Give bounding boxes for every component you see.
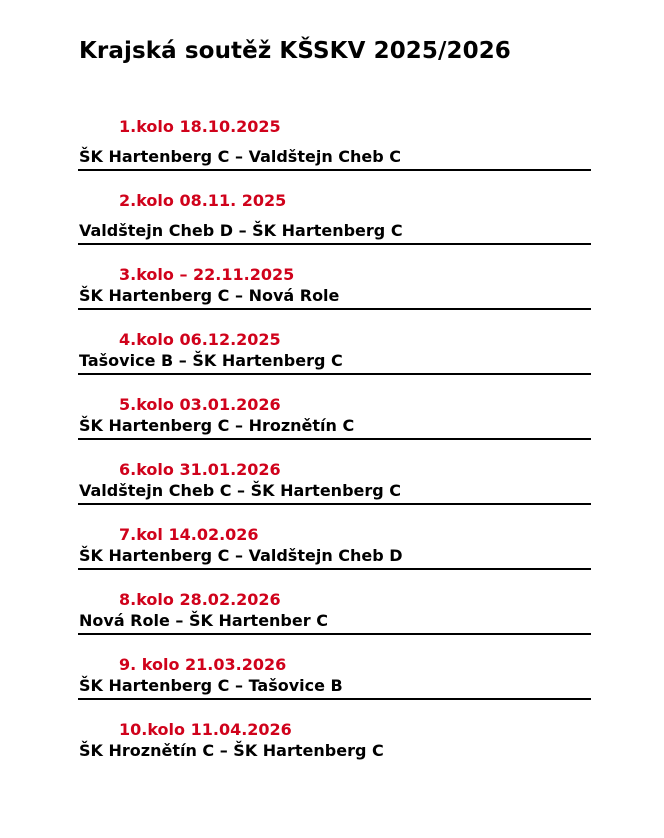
round-2 [78, 192, 591, 245]
round-6 [78, 461, 591, 505]
round-date: 2.kolo 08.11. 2025 [119, 191, 287, 210]
round-10 [78, 721, 591, 760]
round-3 [78, 266, 591, 310]
round-divider [78, 308, 591, 310]
round-1 [78, 118, 591, 171]
round-divider [78, 633, 591, 635]
round-match: ŠK Hartenberg C – Tašovice B [79, 676, 343, 695]
round-date: 3.kolo – 22.11.2025 [119, 265, 295, 284]
round-5 [78, 396, 591, 440]
round-match: ŠK Hartenberg C – Nová Role [79, 286, 340, 305]
round-match: Nová Role – ŠK Hartenber C [79, 611, 328, 630]
round-9 [78, 656, 591, 700]
round-date: 8.kolo 28.02.2026 [119, 590, 281, 609]
round-match: ŠK Hartenberg C – Valdštejn Cheb C [79, 147, 402, 166]
round-match: ŠK Hroznětín C – ŠK Hartenberg C [79, 741, 384, 760]
round-match: ŠK Hartenberg C – Hroznětín C [79, 416, 355, 435]
round-divider [78, 373, 591, 375]
round-date: 1.kolo 18.10.2025 [119, 117, 281, 136]
round-divider [78, 503, 591, 505]
round-match: Tašovice B – ŠK Hartenberg C [79, 351, 343, 370]
round-divider [78, 698, 591, 700]
round-date: 7.kol 14.02.026 [119, 525, 259, 544]
round-date: 6.kolo 31.01.2026 [119, 460, 281, 479]
round-7 [78, 526, 591, 570]
round-date: 10.kolo 11.04.2026 [119, 720, 292, 739]
round-divider [78, 568, 591, 570]
page-title: Krajská soutěž KŠSKV 2025/2026 [79, 38, 511, 64]
round-date: 4.kolo 06.12.2025 [119, 330, 281, 349]
round-4 [78, 331, 591, 375]
round-divider [78, 169, 591, 171]
round-8 [78, 591, 591, 635]
round-match: ŠK Hartenberg C – Valdštejn Cheb D [79, 546, 403, 565]
round-date: 5.kolo 03.01.2026 [119, 395, 281, 414]
round-date: 9. kolo 21.03.2026 [119, 655, 287, 674]
round-divider [78, 243, 591, 245]
round-match: Valdštejn Cheb D – ŠK Hartenberg C [79, 221, 403, 240]
round-match: Valdštejn Cheb C – ŠK Hartenberg C [79, 481, 402, 500]
round-divider [78, 438, 591, 440]
